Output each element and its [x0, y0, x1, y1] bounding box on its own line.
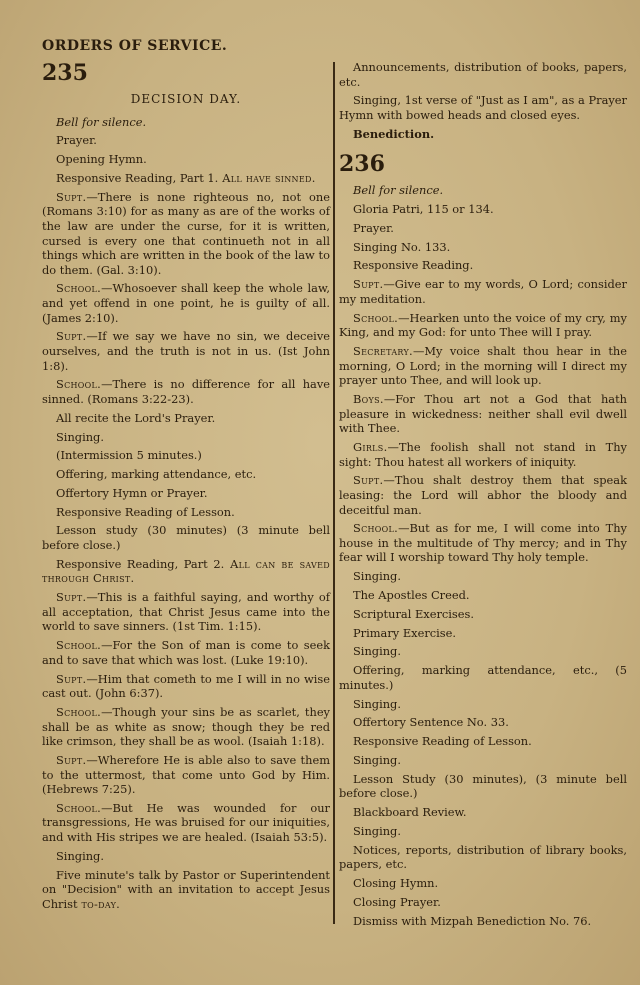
order-item: Gloria Patri, 115 or 134.	[353, 202, 494, 217]
order-item: Prayer.	[353, 220, 394, 235]
responsive-text: —If we say we have no sin, we deceive ourselves, and the truth is not in us. (Ist John 1:8).	[42, 329, 330, 373]
order-item: Singing.	[353, 696, 401, 711]
responsive-line	[339, 521, 627, 565]
responsive-text: —Wherefore He is able also to save them to the uttermost, that come unto God by Him. (Hebrews 7:25).	[42, 752, 330, 797]
order-item: Scriptural Exercises.	[353, 606, 474, 621]
speaker-label: Supt.	[56, 752, 87, 767]
reading-subtitle: All have sinned.	[218, 170, 316, 185]
order-item: Benediction.	[353, 126, 435, 141]
order-item: The Apostles Creed.	[353, 588, 470, 603]
order-item: Offering, marking attendance, etc.	[56, 467, 257, 482]
order-item: Offertory Sentence No. 33.	[353, 715, 509, 730]
left-column	[42, 60, 330, 916]
reading-heading	[42, 171, 330, 186]
responsive-line	[42, 638, 330, 667]
order-item: Singing No. 133.	[353, 239, 451, 254]
speaker-label: Supt.	[56, 590, 87, 605]
speaker-label: Supt.	[353, 277, 384, 292]
order-item: Closing Hymn.	[353, 875, 439, 890]
order-item: Notices, reports, distribution of library books, papers, etc.	[339, 842, 627, 872]
instruction-line: Bell for silence.	[353, 183, 444, 198]
responsive-text: —Hearken unto the voice of my cry, my King, and my God: for unto Thee will I pray.	[339, 310, 627, 340]
reading-subtitle: All can be saved through Christ.	[42, 556, 330, 586]
responsive-text: —There is no difference for all have sinned. (Romans 3:22-23).	[42, 377, 330, 406]
order-item: Offering, marking attendance, etc., (5 minutes.)	[339, 663, 627, 692]
order-item: Singing.	[353, 644, 401, 659]
order-item: Blackboard Review.	[353, 805, 467, 820]
responsive-text: —This is a faithful saying, and worthy of all acceptation, that Christ Jesus came into the world to save sinners. (1st Tim. 1:15).	[42, 590, 330, 634]
responsive-text: —My voice shalt thou hear in the morning, O Lord; in the morning will I direct my prayer unto Thee, and will look up.	[339, 344, 627, 388]
responsive-text: —But as for me, I will come into Thy house in the multitude of Thy mercy; and in Thy fear will I worship toward Thy holy temple.	[339, 521, 627, 565]
order-item: Prayer.	[56, 133, 97, 148]
instruction-line: Bell for silence.	[56, 114, 147, 129]
order-item: Primary Exercise.	[353, 625, 456, 640]
speaker-label: Secretary.	[353, 344, 413, 358]
responsive-text: —Thou shalt destroy them that speak leasing: the Lord will abhor the bloody and deceitful man.	[339, 473, 627, 517]
responsive-text: —Him that cometh to me I will in no wise cast out. (John 6:37).	[42, 671, 330, 701]
section-236-body	[339, 183, 627, 928]
responsive-text: —But He was wounded for our transgressions, He was bruised for our iniquities, and with His stripes we are healed. (Isaiah 53:5).	[42, 800, 330, 845]
speaker-label: Supt.	[56, 329, 87, 344]
speaker-label: School.	[353, 310, 399, 325]
order-item: Responsive Reading of Lesson.	[56, 504, 235, 519]
order-item: Dismiss with Mizpah Benediction No. 76.	[353, 913, 592, 928]
responsive-line	[42, 281, 330, 325]
speaker-label: Supt.	[56, 189, 87, 204]
responsive-line	[339, 311, 627, 340]
responsive-line	[42, 190, 330, 278]
responsive-line	[42, 705, 330, 749]
speaker-label: Boys.	[353, 391, 384, 406]
speaker-label: School.	[56, 704, 102, 719]
responsive-line	[339, 344, 627, 388]
responsive-text: —Whosoever shall keep the whole law, and yet offend in one point, he is guilty of all. (James 2:10).	[42, 281, 330, 325]
order-item: Singing.	[353, 569, 401, 584]
speaker-label: School.	[56, 377, 102, 392]
responsive-line	[339, 473, 627, 517]
speaker-label: School.	[56, 281, 102, 296]
responsive-text: —Though your sins be as scarlet, they shall be as white as snow; though they be red like crimson, they shall be as wool. (Isaiah 1:18).	[42, 704, 330, 749]
responsive-line	[42, 329, 330, 373]
reading-title: Five minute's talk by Pastor or Superintendent on "Decision" with an invitation to accept Jesus Christ	[42, 867, 330, 911]
responsive-text: —The foolish shall not stand in Thy sight: Thou hatest all workers of iniquity.	[339, 439, 627, 469]
responsive-line	[42, 590, 330, 634]
reading-subtitle: to-day.	[77, 896, 121, 911]
section-235-continued	[339, 60, 627, 141]
order-item: Singing, 1st verse of "Just as I am", as a Prayer Hymn with bowed heads and closed eyes.	[339, 93, 627, 122]
responsive-text: —Give ear to my words, O Lord; consider my meditation.	[339, 277, 627, 306]
page-header: ORDERS OF SERVICE.	[42, 38, 228, 54]
responsive-line	[42, 672, 330, 701]
order-item: Offertory Hymn or Prayer.	[56, 485, 208, 500]
responsive-line	[339, 392, 627, 436]
order-item: Singing.	[353, 752, 401, 767]
section-number-235: 235	[42, 60, 88, 86]
reading-title: Responsive Reading, Part 1.	[56, 170, 219, 185]
order-item: Responsive Reading.	[353, 258, 474, 273]
speaker-label: Girls.	[353, 439, 388, 454]
responsive-line	[42, 377, 330, 406]
responsive-line	[339, 277, 627, 306]
order-item: All recite the Lord's Prayer.	[56, 410, 216, 425]
order-item: Opening Hymn.	[56, 152, 147, 167]
reading-title: Responsive Reading, Part 2.	[56, 556, 225, 571]
responsive-text: —For Thou art not a God that hath pleasure in wickedness: neither shall evil dwell with Thee.	[339, 391, 627, 436]
responsive-text: —For the Son of man is come to seek and to save that which was lost. (Luke 19:10).	[42, 638, 330, 667]
speaker-label: School.	[56, 638, 102, 653]
order-item: (Intermission 5 minutes.)	[56, 448, 202, 463]
speaker-label: School.	[56, 800, 102, 815]
speaker-label: Supt.	[56, 671, 87, 686]
order-item: Responsive Reading of Lesson.	[353, 734, 532, 749]
section-number-236: 236	[339, 151, 385, 178]
section-title: DECISION DAY.	[130, 92, 242, 106]
speaker-label: Supt.	[353, 473, 384, 488]
speaker-label: School.	[353, 521, 399, 536]
order-item: Singing.	[56, 429, 104, 444]
order-item: Singing.	[353, 823, 401, 838]
responsive-line	[42, 801, 330, 845]
responsive-text: —There is none righteous no, not one (Romans 3:10) for as many as are of the works of the law are under the curse, for it is written, cursed is every one that continueth not in all things which are written in the book of the law to do them. (Gal. 3:10).	[42, 189, 330, 277]
right-column	[339, 60, 627, 932]
reading-heading	[42, 868, 330, 912]
section-235-body	[42, 115, 330, 912]
reading-heading	[42, 557, 330, 586]
responsive-line	[339, 440, 627, 469]
order-item: Closing Prayer.	[353, 894, 441, 909]
order-item: Singing.	[56, 848, 104, 863]
order-item: Announcements, distribution of books, papers, etc.	[339, 60, 627, 89]
order-item: Lesson Study (30 minutes), (3 minute bell before close.)	[339, 771, 627, 801]
responsive-line	[42, 753, 330, 797]
order-item: Lesson study (30 minutes) (3 minute bell before close.)	[42, 523, 330, 553]
column-divider	[333, 62, 335, 924]
